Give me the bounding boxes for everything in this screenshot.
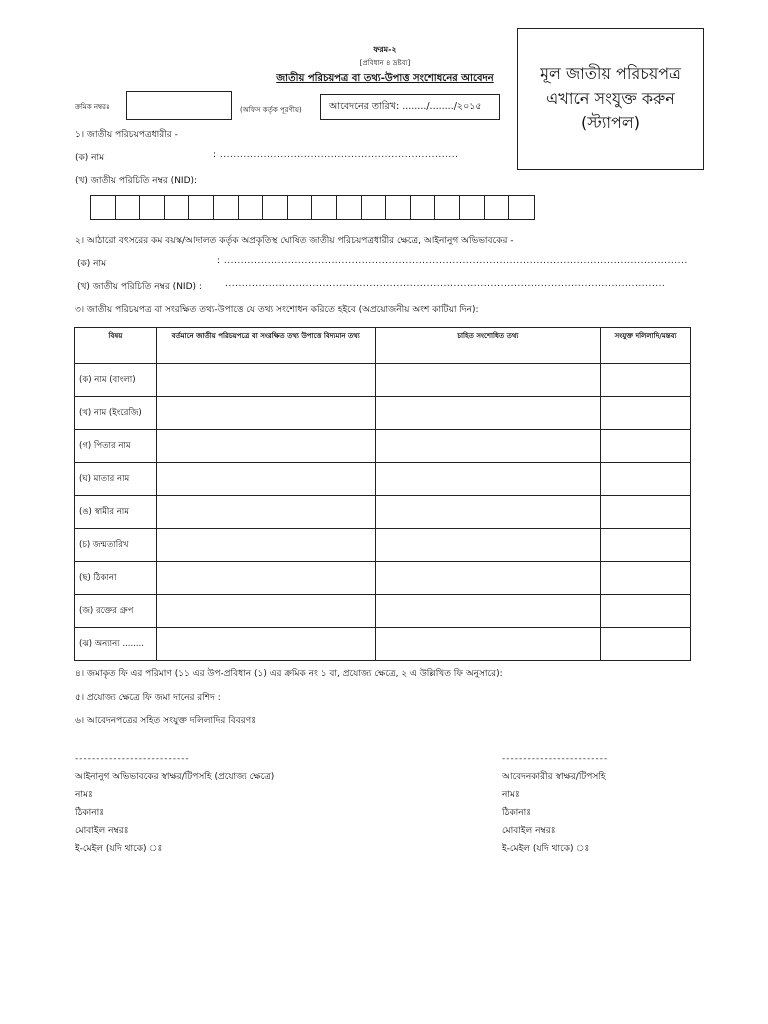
table-body	[75, 364, 691, 661]
section2-heading: ২। আঠারো বৎসরের কম বয়স্ক/আদালত কর্তৃক অপ্রকৃতিস্থ ঘোষিত জাতীয় পরিচয়পত্রধারীর ক্ষেত্রে, আইনানুগ অভিভাবকের -	[75, 236, 514, 246]
section1-heading: ১। জাতীয় পরিচয়পত্রধারীর -	[75, 130, 178, 140]
nid-digit-cell[interactable]	[337, 196, 362, 219]
attachment-cell[interactable]	[601, 463, 691, 496]
nid-digit-cell[interactable]	[165, 196, 190, 219]
guardian-mobile-label: মোবাইল নম্বরঃ	[75, 826, 129, 836]
nid-digit-cell[interactable]	[116, 196, 141, 219]
rule-reference: [প্রবিধান ৪ দ্রষ্টব্য]	[359, 59, 411, 67]
staple-box-line3: (স্ট্যাপল)	[580, 113, 641, 133]
guardian-name-field[interactable]: : ..........................................................................................................................................	[217, 256, 688, 266]
nid-digit-cell[interactable]	[214, 196, 239, 219]
table-header-row	[75, 328, 691, 364]
table-row	[75, 496, 691, 529]
corrected-info-cell[interactable]	[375, 463, 601, 496]
guardian-signature-block	[75, 750, 274, 858]
nid-digit-cell[interactable]	[312, 196, 337, 219]
existing-info-cell[interactable]	[156, 430, 375, 463]
application-date-field[interactable]: আবেদনের তারিখ: ......../......../২০১৫	[320, 94, 500, 120]
corrected-info-cell[interactable]	[375, 364, 601, 397]
attachment-cell[interactable]	[601, 595, 691, 628]
nid-digit-cell[interactable]	[509, 196, 534, 219]
guardian-nid-label: (খ) জাতীয় পরিচিতি নম্বর (NID) :	[77, 282, 202, 292]
nid-digit-cell[interactable]	[140, 196, 165, 219]
nid-digit-cell[interactable]	[435, 196, 460, 219]
attachment-cell[interactable]	[601, 364, 691, 397]
guardian-email-label: ই-মেইল (যদি থাকে) ঃ	[75, 844, 163, 854]
holder-name-field[interactable]: : .......................................................................	[213, 150, 459, 160]
attachment-cell[interactable]	[601, 529, 691, 562]
row-subject-label: (জ) রক্তের গ্রুপ	[75, 595, 157, 628]
existing-info-cell[interactable]	[156, 364, 375, 397]
correction-table	[74, 327, 691, 661]
applicant-signature-title: আবেদনকারীর স্বাক্ষর/টিপসহি	[502, 772, 606, 782]
applicant-address-label: ঠিকানাঃ	[502, 808, 532, 818]
corrected-info-cell[interactable]	[375, 628, 601, 661]
attachment-cell[interactable]	[601, 430, 691, 463]
row-subject-label: (ঙ) স্বামীর নাম	[75, 496, 157, 529]
nid-digit-cell[interactable]	[386, 196, 411, 219]
nid-digit-cell[interactable]	[411, 196, 436, 219]
applicant-signature-block	[502, 750, 608, 858]
existing-info-cell[interactable]	[156, 529, 375, 562]
column-header-corrected-info: চাহিত সংশোধিত তথ্য	[375, 328, 601, 364]
guardian-signature-line[interactable]: ---------------------------	[75, 754, 190, 764]
corrected-info-cell[interactable]	[375, 496, 601, 529]
applicant-name-label: নামঃ	[502, 790, 520, 800]
attachment-cell[interactable]	[601, 397, 691, 430]
table-row	[75, 628, 691, 661]
section3-heading: ৩। জাতীয় পরিচয়পত্র বা সংরক্ষিত তথ্য-উপাত্তে যে তথ্য সংশোধন করিতে হইবে (অপ্রয়োজনীয় অংশ কাটিয়া দিন):	[75, 305, 479, 315]
nid-digit-cell[interactable]	[362, 196, 387, 219]
table-row	[75, 529, 691, 562]
existing-info-cell[interactable]	[156, 463, 375, 496]
corrected-info-cell[interactable]	[375, 595, 601, 628]
applicant-email-label: ই-মেইল (যদি থাকে) ঃ	[502, 844, 590, 854]
row-subject-label: (ঘ) মাতার নাম	[75, 463, 157, 496]
office-use-note: (অফিস কর্তৃক পূরণীয়)	[240, 106, 302, 114]
nid-digit-cell[interactable]	[288, 196, 313, 219]
table-row	[75, 397, 691, 430]
row-subject-label: (চ) জন্মতারিখ	[75, 529, 157, 562]
guardian-name-label: নামঃ	[75, 790, 93, 800]
existing-info-cell[interactable]	[156, 628, 375, 661]
guardian-signature-title: আইনানুগ অভিভাবকের স্বাক্ষর/টিপসহি (প্রযোজ্য ক্ষেত্রে)	[75, 772, 275, 782]
row-subject-label: (গ) পিতার নাম	[75, 430, 157, 463]
guardian-nid-field[interactable]: ...................................................................................................................................	[225, 279, 666, 289]
table-row	[75, 430, 691, 463]
holder-nid-label: (খ) জাতীয় পরিচিতি নম্বর (NID):	[75, 176, 198, 186]
nid-digit-cell[interactable]	[460, 196, 485, 219]
section4-fee-amount: ৪। জমাকৃত ফি এর পরিমাণ (১১ এর উপ-প্রবিধান (১) এর ক্রমিক নং ১ বা, প্রযোজ্য ক্ষেত্রে, ২ এ উল্লিখিত ফি অনুসারে):	[75, 669, 503, 679]
id-card-staple-box	[517, 28, 704, 170]
holder-name-label: (ক) নাম	[75, 153, 105, 163]
nid-digit-cell[interactable]	[189, 196, 214, 219]
column-header-subject: বিষয়	[75, 328, 157, 364]
nid-digit-cell[interactable]	[485, 196, 510, 219]
staple-box-line1: মূল জাতীয় পরিচয়পত্র	[540, 63, 681, 83]
existing-info-cell[interactable]	[156, 397, 375, 430]
table-row	[75, 595, 691, 628]
existing-info-cell[interactable]	[156, 562, 375, 595]
corrected-info-cell[interactable]	[375, 529, 601, 562]
serial-number-field[interactable]	[126, 91, 232, 120]
holder-nid-grid	[90, 195, 535, 220]
column-header-attachments: সংযুক্ত দলিলাদি/মন্তব্য	[601, 328, 691, 364]
form-number: ফরম-২	[373, 45, 397, 54]
attachment-cell[interactable]	[601, 628, 691, 661]
applicant-mobile-label: মোবাইল নম্বরঃ	[502, 826, 556, 836]
attachment-cell[interactable]	[601, 496, 691, 529]
form-header	[270, 44, 500, 88]
row-subject-label: (ক) নাম (বাংলা)	[75, 364, 157, 397]
table-row	[75, 463, 691, 496]
nid-digit-cell[interactable]	[263, 196, 288, 219]
row-subject-label: (খ) নাম (ইংরেজি)	[75, 397, 157, 430]
section5-fee-receipt: ৫। প্রযোজ্য ক্ষেত্রে ফি জমা দানের রশিদ :	[75, 693, 221, 703]
table-row	[75, 562, 691, 595]
serial-label: ক্রমিক নম্বরঃ	[75, 103, 110, 111]
guardian-address-label: ঠিকানাঃ	[75, 808, 105, 818]
corrected-info-cell[interactable]	[375, 397, 601, 430]
guardian-name-label: (ক) নাম	[77, 259, 107, 269]
corrected-info-cell[interactable]	[375, 430, 601, 463]
column-header-existing-info: বর্তমানে জাতীয় পরিচয়পত্রে বা সংরক্ষিত তথ্য উপাত্তে বিদ্যমান তথ্য	[156, 328, 375, 364]
corrected-info-cell[interactable]	[375, 562, 601, 595]
section6-attachments: ৬। আবেদনপত্রের সহিত সংযুক্ত দলিলাদির বিবরণঃ	[75, 716, 256, 726]
row-subject-label: (ছ) ঠিকানা	[75, 562, 157, 595]
existing-info-cell[interactable]	[156, 595, 375, 628]
existing-info-cell[interactable]	[156, 496, 375, 529]
nid-digit-cell[interactable]	[91, 196, 116, 219]
attachment-cell[interactable]	[601, 562, 691, 595]
nid-digit-cell[interactable]	[239, 196, 264, 219]
staple-box-line2: এখানে সংযুক্ত করুন	[546, 88, 675, 108]
form-title: জাতীয় পরিচয়পত্র বা তথ্য-উপাত্ত সংশোধনের আবেদন	[276, 73, 494, 84]
applicant-signature-line[interactable]: -------------------------	[502, 754, 609, 764]
row-subject-label: (ঝ) অন্যান্য ........	[75, 628, 157, 661]
table-row	[75, 364, 691, 397]
